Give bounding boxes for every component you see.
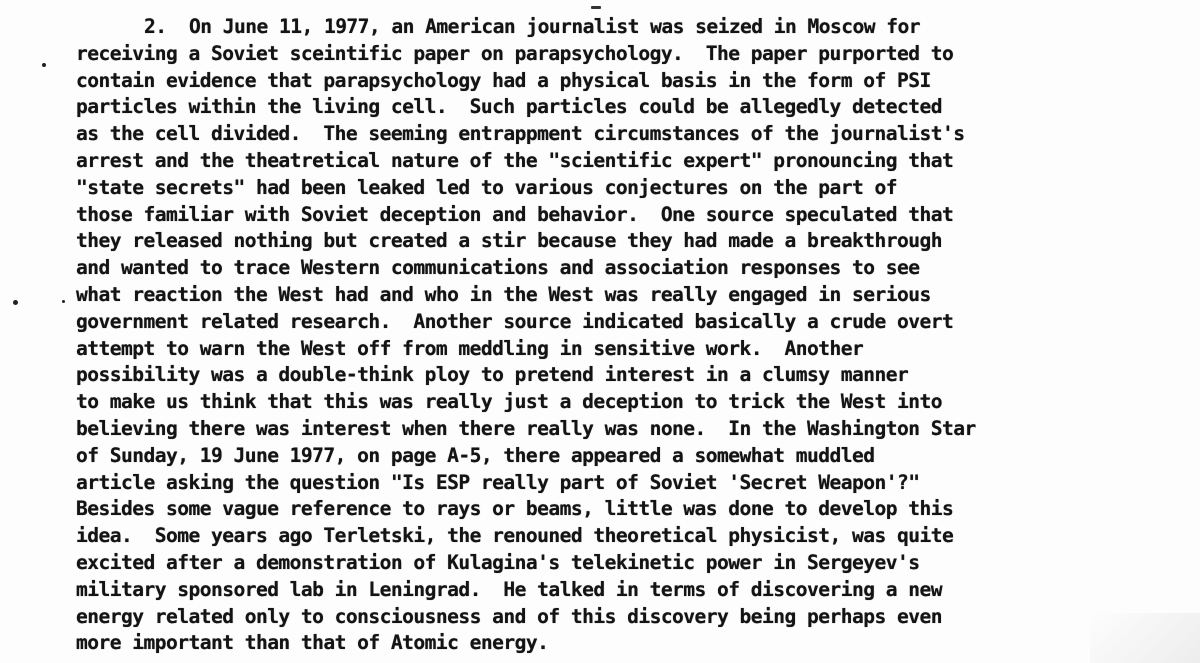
text-line: what reaction the West had and who in the West was really engaged in serious: [76, 282, 931, 306]
text-line: military sponsored lab in Leningrad. He talked in terms of discovering a new: [76, 577, 942, 601]
text-line: as the cell divided. The seeming entrappment circumstances of the journalist's: [76, 122, 965, 146]
text-line: possibility was a double-think ploy to pretend interest in a clumsy manner: [76, 363, 909, 387]
paragraph-2: [76, 14, 1176, 657]
text-line: particles within the living cell. Such particles could be allegedly detected: [76, 95, 942, 119]
text-line: receiving a Soviet sceintific paper on parapsychology. The paper purported to: [76, 41, 954, 65]
text-line: to make us think that this was really just a deception to trick the West into: [76, 390, 942, 414]
text-line: and wanted to trace Western communications and association responses to see: [76, 256, 920, 280]
text-line: excited after a demonstration of Kulagina's telekinetic power in Sergeyev's: [76, 550, 920, 574]
text-line: idea. Some years ago Terletski, the renouned theoretical physicist, was quite: [76, 524, 954, 548]
text-line: more important than that of Atomic energy.: [76, 631, 549, 655]
text-line: contain evidence that parapsychology had a physical basis in the form of PSI: [76, 68, 931, 92]
margin-dot: [62, 300, 65, 303]
text-line: they released nothing but created a stir because they had made a breakthrough: [76, 229, 942, 253]
text-line: of Sunday, 19 June 1977, on page A-5, there appeared a somewhat muddled: [76, 443, 875, 467]
margin-dot: [13, 300, 18, 305]
text-line: believing there was interest when there really was none. In the Washington Star: [76, 416, 976, 440]
text-line: energy related only to consciousness and of this discovery being perhaps even: [76, 604, 942, 628]
scan-mark: [591, 6, 601, 9]
text-line: "state secrets" had been leaked led to various conjectures on the part of: [76, 175, 897, 199]
text-line: government related research. Another source indicated basically a crude overt: [76, 309, 954, 333]
text-line: Besides some vague reference to rays or beams, little was done to develop this: [76, 497, 954, 521]
scan-shadow: [1090, 613, 1200, 663]
margin-dot: [42, 63, 46, 67]
text-line: article asking the question "Is ESP really part of Soviet 'Secret Weapon'?": [76, 470, 920, 494]
text-line: arrest and the theatretical nature of the "scientific expert" pronouncing that: [76, 148, 954, 172]
text-line: those familiar with Soviet deception and behavior. One source speculated that: [76, 202, 954, 226]
text-line: attempt to warn the West off from meddling in sensitive work. Another: [76, 336, 864, 360]
text-line: 2. On June 11, 1977, an American journalist was seized in Moscow for: [144, 15, 921, 38]
